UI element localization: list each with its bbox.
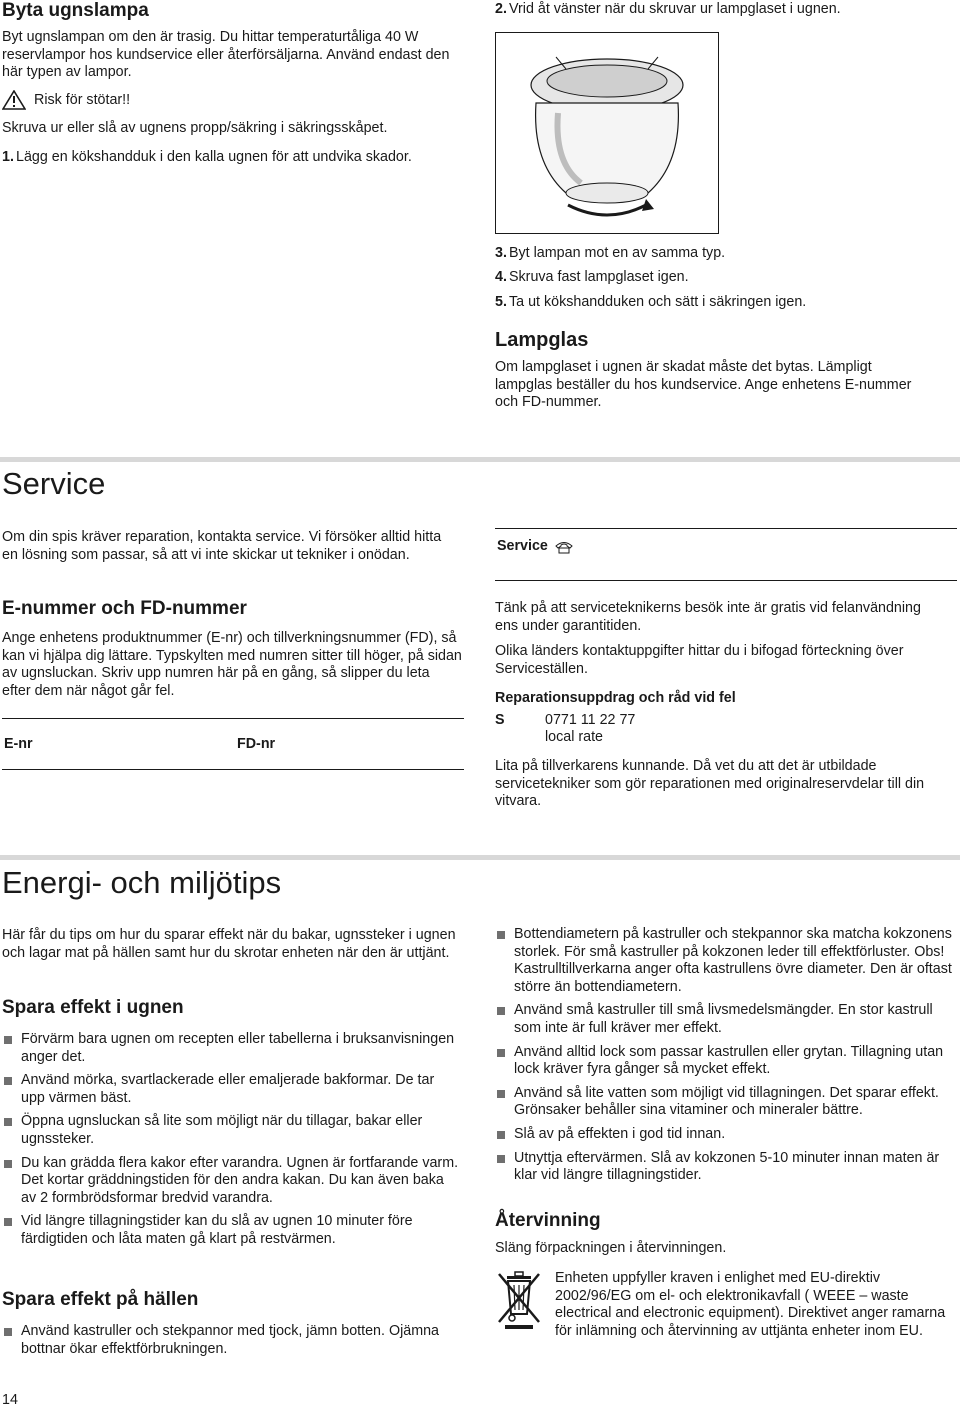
recycle-title: Återvinning	[495, 1210, 601, 1231]
list-item: Utnyttja eftervärmen. Slå av kokzonen 5-10 minuter innan maten är klar vid längre tillagningstider.	[495, 1150, 960, 1185]
service-title: Service	[2, 466, 106, 501]
repair-title: Reparationsuppdrag och råd vid fel	[495, 690, 736, 706]
service-rate: local rate	[545, 729, 604, 745]
country-code: S	[495, 712, 505, 728]
hob-tips-right-list	[495, 926, 960, 1191]
service-p1: Tänk på att serviceteknikerns besök inte är gratis vid felanvändning ens under garantitiden.	[495, 600, 921, 634]
list-item: Använd små kastruller till små livsmedelsmängder. En stor kastrull som inte är full kräver mer effekt.	[495, 1002, 960, 1037]
lamp-step-5: 5. Ta ut kökshandduken och sätt i säkringen igen.	[495, 294, 807, 310]
recycle-text: Enheten uppfyller kraven i enlighet med EU-direktiv 2002/96/EG om el- och elektronikavfall ( WEEE – waste electrical and electronic equipment). Direktivet anger ramarna för inlämning och återvinning av uttjänta enheter inom EU.	[555, 1270, 946, 1339]
service-p3: Lita på tillverkarens kunnande. Då vet du att det är utbildade servicetekniker som gör reparationen med originalreservdelar till din vitvara.	[495, 758, 925, 810]
enr-label: E-nr	[4, 736, 33, 752]
list-item: Använd kastruller och stekpannor med tjock, jämn botten. Ojämna bottnar ökar effektförbrukningen.	[2, 1323, 462, 1358]
list-item: Vid längre tillagningstider kan du slå av ugnen 10 minuter före färdigtiden och låta maten gå klart på restvärmen.	[2, 1213, 462, 1248]
lamp-step-1: 1. Lägg en kökshandduk i den kalla ugnen för att undvika skador.	[2, 149, 412, 165]
list-item: Använd mörka, svartlackerade eller emaljerade bakformar. De tar upp värmen bäst.	[2, 1072, 462, 1107]
lamp-title: Byta ugnslampa	[2, 0, 149, 21]
service-phone: 0771 11 22 77	[545, 712, 636, 728]
oven-tips-title: Spara effekt i ugnen	[2, 997, 184, 1018]
energy-title: Energi- och miljötips	[2, 865, 282, 900]
warning	[2, 90, 130, 110]
lampglas-title: Lampglas	[495, 329, 589, 351]
list-item: Öppna ugnsluckan så lite som möjligt när du tillagar, bakar eller ugnssteker.	[2, 1113, 462, 1148]
service-box-title: Service	[497, 538, 548, 554]
list-item: Använd så lite vatten som möjligt vid tillagningen. Det sparar effekt. Grönsaker behåller sina vitaminer och mineraler bättre.	[495, 1085, 960, 1120]
list-item: Du kan grädda flera kakor efter varandra. Ugnen är fortfarande varm. Det kortar gräddningstiden för den andra kakan. Du kan även baka av 2 formbrödsformar bredvid varandra.	[2, 1155, 462, 1208]
energy-intro: Här får du tips om hur du sparar effekt när du bakar, ugnssteker i ugnen och lagar mat på hällen samt hur du skrotar enheten när den är uttjänt.	[2, 927, 456, 961]
enr-fdnr-title: E-nummer och FD-nummer	[2, 598, 247, 619]
lamp-illustration	[495, 32, 719, 234]
lamp-step-3: 3. Byt lampan mot en av samma typ.	[495, 245, 726, 261]
recycle-intro: Släng förpackningen i återvinningen.	[495, 1240, 727, 1256]
list-item: Förvärm bara ugnen om recepten eller tabellerna i bruksanvisningen anger det.	[2, 1031, 462, 1066]
lampglas-text: Om lampglaset i ugnen är skadat måste det bytas. Lämpligt lampglas beställer du hos kundservice. Ange enhetens E-nummer och FD-nummer.	[495, 359, 912, 411]
section-divider-energy	[0, 855, 960, 860]
weee-bin-icon	[495, 1268, 543, 1330]
lamp-step-2: 2. Vrid åt vänster när du skruvar ur lampglaset i ugnen.	[495, 1, 841, 17]
telephone-icon	[554, 540, 574, 554]
service-intro: Om din spis kräver reparation, kontakta service. Vi försöker alltid hitta en lösning som passar, så att vi inte skickar ut tekniker i onödan.	[2, 529, 442, 563]
service-box-bottom-line	[495, 580, 957, 581]
list-item: Bottendiametern på kastruller och stekpannor ska matcha kokzonens storlek. För små kastruller på kokzonen leder till effektförluster. Obs! Kastrulltillverkarna anger ofta kastrullens övre diameter. Den är oftast större än bottendiametern.	[495, 926, 960, 996]
enr-top-line	[2, 718, 464, 719]
enr-bottom-line	[2, 769, 464, 770]
warning-triangle-icon	[2, 90, 26, 110]
lamp-step-4: 4. Skruva fast lampglaset igen.	[495, 269, 689, 285]
list-item: Använd alltid lock som passar kastrullen eller grytan. Tillagning utan lock kräver fyra gånger så mycket effekt.	[495, 1044, 960, 1079]
service-box-header	[497, 538, 574, 556]
hob-tips-title: Spara effekt på hällen	[2, 1289, 199, 1310]
enr-fdnr-text: Ange enhetens produktnummer (E-nr) och tillverkningsnummer (FD), så kan vi hjälpa dig lättare. Typskylten med numren sitter till höger, på sidan av ugnsluckan. Skriv upp numren här på en gång, så slipper du leta efter dem när något går fel.	[2, 630, 462, 699]
warning-title: Risk för stötar!!	[34, 92, 131, 108]
section-divider-service	[0, 457, 960, 462]
warning-text: Skruva ur eller slå av ugnens propp/säkring i säkringsskåpet.	[2, 120, 388, 136]
fdnr-label: FD-nr	[237, 736, 276, 752]
page-number: 14	[2, 1392, 18, 1408]
lamp-intro: Byt ugnslampan om den är trasig. Du hittar temperaturtåliga 40 W reservlampor hos kundservice eller återförsäljarna. Använd endast den här typen av lampor.	[2, 29, 450, 81]
service-p2: Olika länders kontaktuppgifter hittar du i bifogad förteckning över Serviceställen.	[495, 643, 904, 677]
list-item: Slå av på effekten i god tid innan.	[495, 1126, 960, 1144]
hob-tips-list	[2, 1323, 462, 1364]
oven-tips-list	[2, 1031, 462, 1255]
service-box-top-line	[495, 528, 957, 529]
